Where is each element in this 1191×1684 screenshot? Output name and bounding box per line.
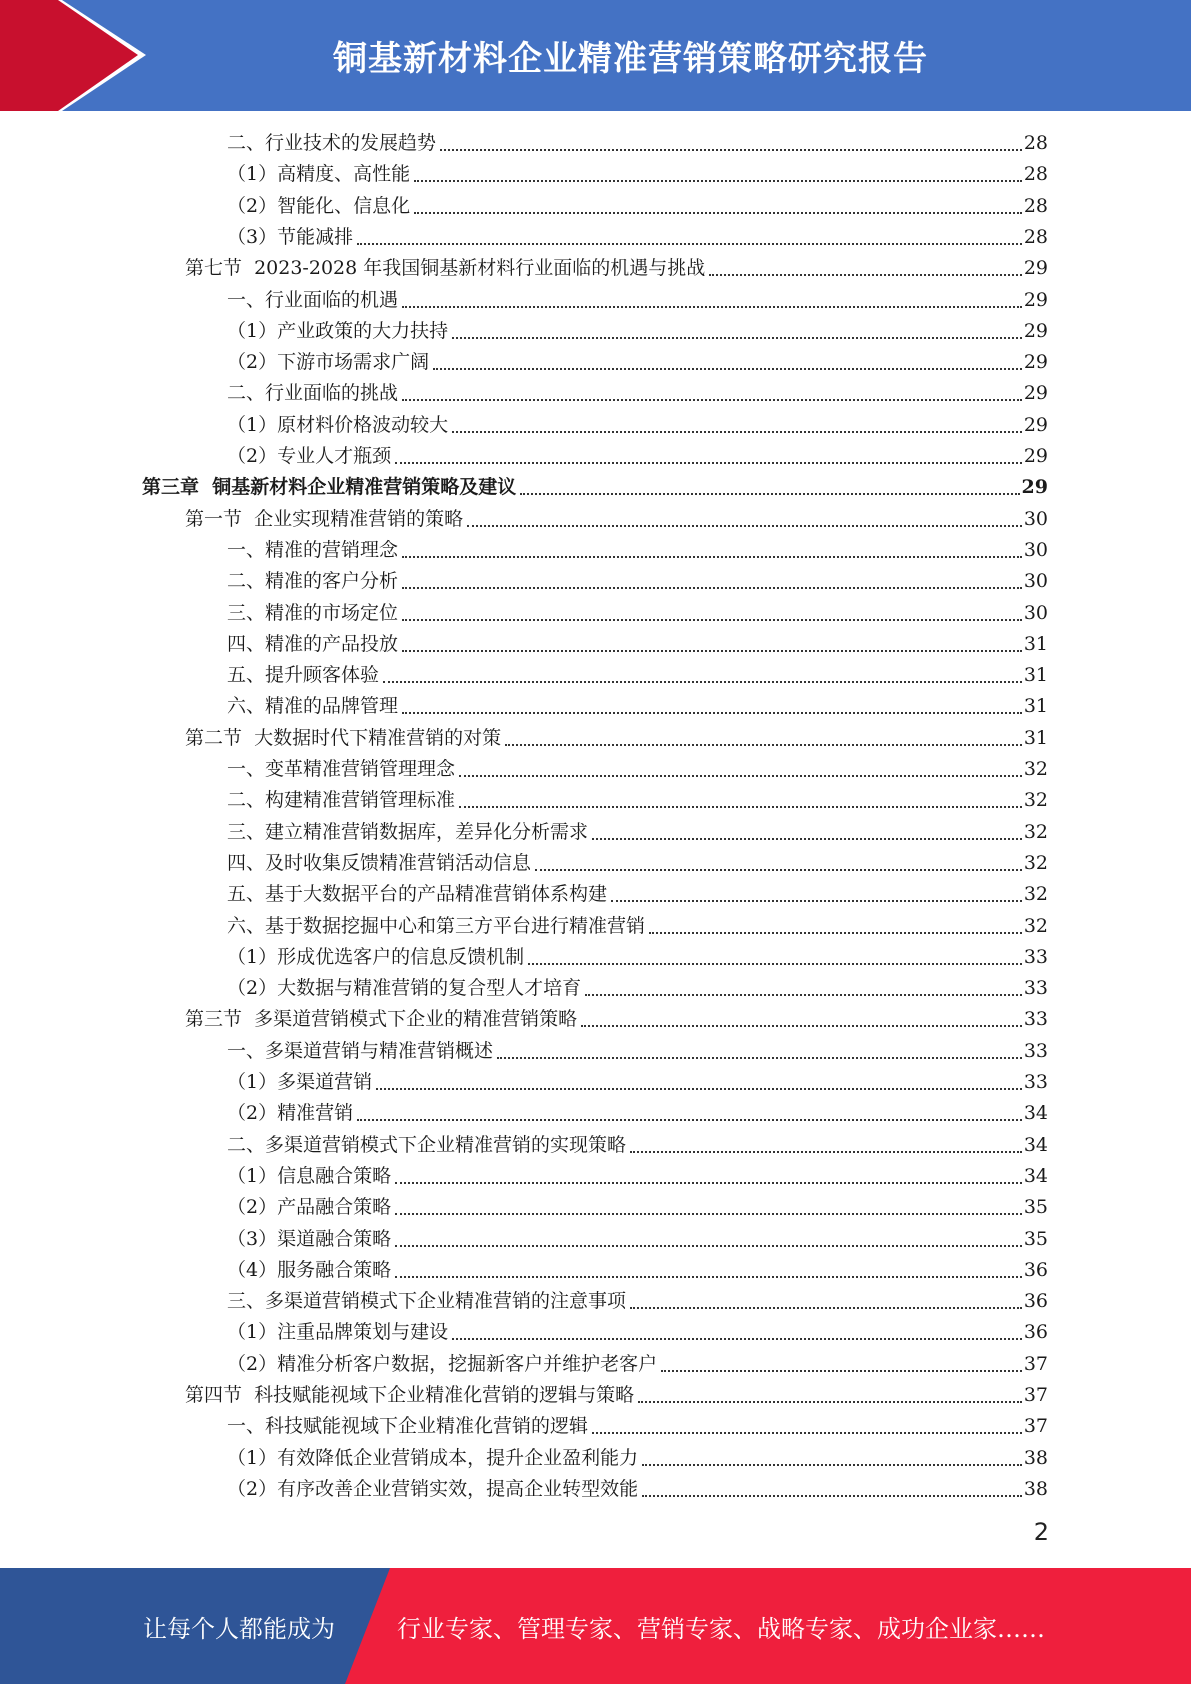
toc-entry-label: 三、多渠道营销模式下企业精准营销的注意事项 bbox=[227, 1290, 627, 1313]
toc-dot-leader bbox=[661, 1369, 1022, 1372]
toc-subsection-entry[interactable] bbox=[227, 879, 1048, 910]
toc-dot-leader bbox=[402, 618, 1022, 621]
toc-entry-label: （1）高精度、高性能 bbox=[227, 163, 411, 186]
toc-entry-page: 32 bbox=[1023, 789, 1048, 812]
toc-subsection-entry[interactable] bbox=[227, 911, 1048, 942]
toc-dot-leader bbox=[520, 492, 1019, 495]
toc-entry-label: （1）信息融合策略 bbox=[227, 1164, 392, 1187]
toc-dot-leader bbox=[357, 242, 1022, 245]
toc-entry-page: 35 bbox=[1023, 1227, 1048, 1250]
toc-subsection-entry[interactable] bbox=[227, 316, 1048, 347]
toc-dot-leader bbox=[642, 1494, 1022, 1497]
toc-dot-leader bbox=[630, 1150, 1022, 1153]
toc-entry-page: 33 bbox=[1023, 945, 1048, 968]
toc-subsection-entry[interactable] bbox=[227, 1349, 1048, 1380]
toc-entry-label: （1）有效降低企业营销成本，提升企业盈利能力 bbox=[227, 1446, 639, 1469]
toc-subsection-entry[interactable] bbox=[227, 347, 1048, 378]
toc-subsection-entry[interactable] bbox=[227, 1255, 1048, 1286]
toc-entry-label: 二、行业技术的发展趋势 bbox=[227, 132, 437, 154]
toc-entry-label: 三、精准的市场定位 bbox=[227, 601, 399, 624]
toc-entry-page: 32 bbox=[1023, 758, 1048, 780]
toc-entry-label: 一、多渠道营销与精准营销概述 bbox=[227, 1039, 494, 1062]
toc-dot-leader bbox=[497, 1056, 1022, 1059]
toc-dot-leader bbox=[452, 430, 1022, 433]
toc-subsection-entry[interactable] bbox=[227, 942, 1048, 973]
toc-dot-leader bbox=[357, 1118, 1022, 1121]
toc-dot-leader bbox=[452, 336, 1022, 339]
toc-entry-page: 30 bbox=[1023, 601, 1048, 624]
toc-entry-label: 一、科技赋能视域下企业精准化营销的逻辑 bbox=[227, 1415, 589, 1438]
toc-entry-page: 38 bbox=[1023, 1446, 1048, 1469]
toc-subsection-entry[interactable] bbox=[227, 1098, 1048, 1129]
toc-subsection-entry[interactable] bbox=[227, 410, 1048, 441]
toc-entry-label: （2）精准营销 bbox=[227, 1102, 354, 1125]
toc-subsection-entry[interactable] bbox=[227, 1067, 1048, 1098]
toc-subsection-entry[interactable] bbox=[227, 660, 1048, 691]
toc-entry-page: 33 bbox=[1023, 1008, 1048, 1031]
toc-entry-label: 第七节 2023-2028 年我国铜基新材料行业面临的机遇与挑战 bbox=[185, 257, 706, 280]
toc-entry-page: 36 bbox=[1023, 1321, 1048, 1344]
toc-dot-leader bbox=[630, 1306, 1022, 1309]
toc-subsection-entry[interactable] bbox=[227, 285, 1048, 316]
toc-dot-leader bbox=[592, 1431, 1022, 1434]
toc-entry-label: （2）大数据与精准营销的复合型人才培育 bbox=[227, 977, 582, 1000]
toc-subsection-entry[interactable] bbox=[227, 1130, 1048, 1161]
toc-entry-label: （1）多渠道营销 bbox=[227, 1071, 373, 1093]
toc-entry-page: 37 bbox=[1023, 1415, 1048, 1438]
toc-subsection-entry[interactable] bbox=[227, 848, 1048, 879]
toc-section-entry[interactable] bbox=[185, 504, 1048, 535]
toc-subsection-entry[interactable] bbox=[227, 691, 1048, 722]
toc-dot-leader bbox=[383, 680, 1022, 683]
toc-entry-page: 37 bbox=[1023, 1384, 1048, 1406]
toc-entry-label: （3）渠道融合策略 bbox=[227, 1227, 392, 1250]
toc-subsection-entry[interactable] bbox=[227, 1286, 1048, 1317]
toc-entry-label: 五、基于大数据平台的产品精准营销体系构建 bbox=[227, 883, 608, 906]
toc-entry-page: 33 bbox=[1023, 977, 1048, 1000]
toc-entry-label: 第四节 科技赋能视域下企业精准化营销的逻辑与策略 bbox=[185, 1384, 635, 1406]
toc-subsection-entry[interactable] bbox=[227, 378, 1048, 409]
toc-entry-page: 34 bbox=[1023, 1164, 1048, 1187]
toc-entry-page: 33 bbox=[1023, 1071, 1048, 1093]
toc-subsection-entry[interactable] bbox=[227, 629, 1048, 660]
toc-entry-label: 一、变革精准营销管理理念 bbox=[227, 758, 456, 780]
toc-entry-page: 29 bbox=[1023, 445, 1048, 467]
toc-dot-leader bbox=[649, 931, 1022, 934]
toc-entry-page: 29 bbox=[1021, 476, 1048, 499]
header-red-arrow-decoration bbox=[0, 0, 150, 111]
toc-entry-page: 33 bbox=[1023, 1039, 1048, 1062]
toc-subsection-entry[interactable] bbox=[227, 1474, 1048, 1505]
toc-entry-label: 五、提升顾客体验 bbox=[227, 664, 380, 687]
page-header bbox=[0, 0, 1191, 111]
toc-subsection-entry[interactable] bbox=[227, 1036, 1048, 1067]
toc-dot-leader bbox=[535, 868, 1022, 871]
toc-entry-label: （3）节能减排 bbox=[227, 225, 354, 248]
toc-subsection-entry[interactable] bbox=[227, 1411, 1048, 1442]
toc-entry-page: 31 bbox=[1023, 695, 1048, 718]
toc-entry-label: （1）形成优选客户的信息反馈机制 bbox=[227, 945, 525, 968]
toc-section-entry[interactable] bbox=[185, 723, 1048, 754]
toc-dot-leader bbox=[414, 179, 1022, 182]
toc-subsection-entry[interactable] bbox=[227, 159, 1048, 190]
toc-entry-page: 31 bbox=[1023, 632, 1048, 655]
toc-entry-label: 三、建立精准营销数据库，差异化分析需求 bbox=[227, 820, 589, 843]
toc-subsection-entry[interactable] bbox=[227, 1192, 1048, 1223]
toc-entry-page: 32 bbox=[1023, 820, 1048, 843]
toc-subsection-entry[interactable] bbox=[227, 785, 1048, 816]
toc-entry-label: 第一节 企业实现精准营销的策略 bbox=[185, 507, 464, 530]
toc-subsection-entry[interactable] bbox=[227, 598, 1048, 629]
toc-entry-label: 四、精准的产品投放 bbox=[227, 632, 399, 655]
toc-entry-page: 28 bbox=[1023, 163, 1048, 186]
toc-subsection-entry[interactable] bbox=[227, 1224, 1048, 1255]
toc-section-entry[interactable] bbox=[185, 253, 1048, 284]
toc-entry-page: 35 bbox=[1023, 1196, 1048, 1219]
toc-subsection-entry[interactable] bbox=[227, 1317, 1048, 1348]
toc-dot-leader bbox=[505, 743, 1022, 746]
toc-subsection-entry[interactable] bbox=[227, 535, 1048, 566]
toc-dot-leader bbox=[528, 962, 1022, 965]
toc-dot-leader bbox=[581, 1024, 1022, 1027]
toc-subsection-entry[interactable] bbox=[227, 973, 1048, 1004]
toc-entry-page: 28 bbox=[1023, 132, 1048, 154]
toc-entry-page: 28 bbox=[1023, 194, 1048, 217]
toc-entry-page: 30 bbox=[1023, 507, 1048, 530]
toc-dot-leader bbox=[395, 1244, 1022, 1247]
toc-dot-leader bbox=[452, 1337, 1022, 1340]
toc-entry-page: 29 bbox=[1023, 288, 1048, 311]
toc-entry-label: 第三节 多渠道营销模式下企业的精准营销策略 bbox=[185, 1008, 578, 1031]
toc-entry-page: 34 bbox=[1023, 1102, 1048, 1125]
toc-entry-label: 四、及时收集反馈精准营销活动信息 bbox=[227, 851, 532, 874]
toc-dot-leader bbox=[402, 711, 1022, 714]
toc-dot-leader bbox=[467, 524, 1022, 527]
toc-entry-label: （1）原材料价格波动较大 bbox=[227, 413, 449, 436]
toc-entry-label: （2）产品融合策略 bbox=[227, 1196, 392, 1219]
toc-dot-leader bbox=[402, 586, 1022, 589]
toc-entry-page: 36 bbox=[1023, 1258, 1048, 1281]
toc-entry-page: 30 bbox=[1023, 538, 1048, 561]
toc-dot-leader bbox=[592, 837, 1022, 840]
toc-dot-leader bbox=[376, 1087, 1022, 1090]
toc-entry-label: 二、精准的客户分析 bbox=[227, 570, 399, 593]
toc-entry-page: 29 bbox=[1023, 351, 1048, 374]
toc-dot-leader bbox=[638, 1400, 1022, 1403]
toc-subsection-entry[interactable] bbox=[227, 441, 1048, 472]
toc-entry-label: （2）有序改善企业营销实效，提高企业转型效能 bbox=[227, 1477, 639, 1500]
report-title: 铜基新材料企业精准营销策略研究报告 bbox=[333, 39, 928, 79]
toc-dot-leader bbox=[402, 555, 1022, 558]
toc-entry-page: 32 bbox=[1023, 883, 1048, 906]
toc-dot-leader bbox=[395, 461, 1022, 464]
toc-entry-label: 第二节 大数据时代下精准营销的对策 bbox=[185, 726, 502, 749]
toc-dot-leader bbox=[642, 1463, 1022, 1466]
toc-dot-leader bbox=[395, 1212, 1022, 1215]
toc-subsection-entry[interactable] bbox=[227, 222, 1048, 253]
toc-dot-leader bbox=[611, 899, 1022, 902]
toc-dot-leader bbox=[459, 774, 1022, 777]
toc-entry-page: 29 bbox=[1023, 319, 1048, 342]
toc-dot-leader bbox=[402, 398, 1022, 401]
toc-dot-leader bbox=[585, 993, 1022, 996]
toc-section-entry[interactable] bbox=[185, 1380, 1048, 1411]
toc-entry-page: 31 bbox=[1023, 726, 1048, 749]
toc-dot-leader bbox=[433, 367, 1022, 370]
toc-entry-label: 二、行业面临的挑战 bbox=[227, 382, 399, 405]
toc-entry-page: 34 bbox=[1023, 1133, 1048, 1156]
toc-subsection-entry[interactable] bbox=[227, 1161, 1048, 1192]
toc-entry-label: （2）智能化、信息化 bbox=[227, 194, 411, 217]
toc-entry-label: 六、基于数据挖掘中心和第三方平台进行精准营销 bbox=[227, 914, 646, 937]
toc-entry-label: （1）注重品牌策划与建设 bbox=[227, 1321, 449, 1344]
footer-slogan-right: 行业专家、管理专家、营销专家、战略专家、成功企业家…… bbox=[397, 1614, 1045, 1643]
toc-entry-page: 32 bbox=[1023, 851, 1048, 874]
toc-entry-label: 第三章 铜基新材料企业精准营销策略及建议 bbox=[142, 476, 517, 499]
toc-entry-page: 29 bbox=[1023, 257, 1048, 280]
toc-dot-leader bbox=[402, 649, 1022, 652]
toc-entry-page: 30 bbox=[1023, 570, 1048, 593]
toc-entry-label: （2）专业人才瓶颈 bbox=[227, 445, 392, 467]
toc-entry-page: 38 bbox=[1023, 1477, 1048, 1500]
toc-entry-page: 29 bbox=[1023, 413, 1048, 436]
toc-entry-label: 二、构建精准营销管理标准 bbox=[227, 789, 456, 812]
toc-entry-page: 31 bbox=[1023, 664, 1048, 687]
toc-entry-page: 29 bbox=[1023, 382, 1048, 405]
toc-dot-leader bbox=[459, 805, 1022, 808]
page-footer bbox=[0, 1568, 1191, 1684]
toc-subsection-entry[interactable] bbox=[227, 817, 1048, 848]
toc-entry-page: 32 bbox=[1023, 914, 1048, 937]
toc-subsection-entry[interactable] bbox=[227, 754, 1048, 785]
toc-entry-page: 37 bbox=[1023, 1352, 1048, 1375]
toc-dot-leader bbox=[402, 305, 1022, 308]
toc-subsection-entry[interactable] bbox=[227, 128, 1048, 159]
toc-dot-leader bbox=[395, 1275, 1022, 1278]
toc-entry-label: 六、精准的品牌管理 bbox=[227, 695, 399, 718]
toc-entry-label: （2）精准分析客户数据，挖掘新客户并维护老客户 bbox=[227, 1352, 658, 1375]
toc-entry-label: （1）产业政策的大力扶持 bbox=[227, 319, 449, 342]
page-number: 2 bbox=[1033, 1518, 1049, 1546]
toc-subsection-entry[interactable] bbox=[227, 191, 1048, 222]
toc-dot-leader bbox=[395, 1181, 1022, 1184]
toc-dot-leader bbox=[414, 211, 1022, 214]
toc-dot-leader bbox=[440, 148, 1022, 151]
toc-subsection-entry[interactable] bbox=[227, 566, 1048, 597]
toc-entry-page: 28 bbox=[1023, 225, 1048, 248]
toc-entry-label: （2）下游市场需求广阔 bbox=[227, 351, 430, 374]
toc-chapter-entry[interactable] bbox=[142, 472, 1048, 503]
toc-dot-leader bbox=[709, 273, 1022, 276]
toc-section-entry[interactable] bbox=[185, 1004, 1048, 1035]
toc-entry-label: 一、精准的营销理念 bbox=[227, 538, 399, 561]
toc-entry-label: （4）服务融合策略 bbox=[227, 1258, 392, 1281]
toc-subsection-entry[interactable] bbox=[227, 1443, 1048, 1474]
toc-entry-label: 二、多渠道营销模式下企业精准营销的实现策略 bbox=[227, 1133, 627, 1156]
footer-slogan-left: 让每个人都能成为 bbox=[143, 1614, 335, 1643]
toc-entry-label: 一、行业面临的机遇 bbox=[227, 288, 399, 311]
toc-entry-page: 36 bbox=[1023, 1290, 1048, 1313]
